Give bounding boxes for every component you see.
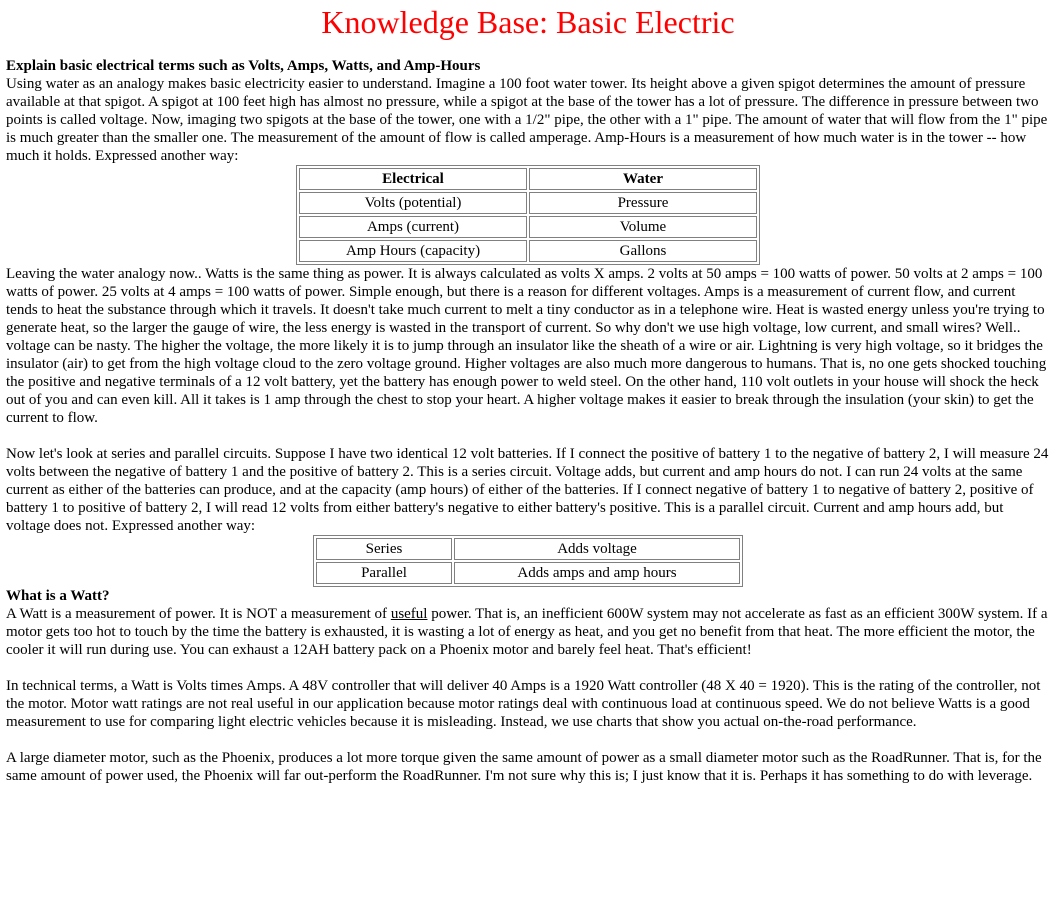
section-what-is-watt bbox=[6, 587, 1050, 785]
watts-paragraph: Leaving the water analogy now.. Watts is the same thing as power. It is always calculated as volts X amps. 2 volts at 50 amps = 100 watts of power. 50 volts at 2 amps = 100 watts of power. 25 volts at 4 amps = 100 watts of power. Simple enough, but there is a reason for different voltages. Amps is a measurement of current flow, and current tends to heat the substance through which it travels. It doesn't take much current to melt a tiny conductor as in a telephone wire. Heat is wasted energy unless you're trying to generate heat, so the larger the gauge of wire, the less energy is wasted in the transport of current. So why don't we use high voltage, low current, and small wires? Well.. voltage can be nasty. The higher the voltage, the more likely it is to jump through an insulator like the sheath of a wire or air. Lightning is very high voltage, so it bridges the insulator (air) to get from the high voltage cloud to the zero voltage ground. Higher voltages are also much more dangerous to humans. That is, no one gets shocked touching the positive and negative terminals of a 12 volt battery, yet the battery has enough power to weld steel. On the other hand, 110 volt outlets in your house will shock the heck out of you and can even kill. All it takes is 1 amp through the chest to stop your heart. A higher voltage makes it easier to break through the insulation (your skin) to get the current to flow. bbox=[6, 266, 1047, 426]
watt-paragraph-1 bbox=[6, 605, 1050, 659]
table-row bbox=[299, 192, 757, 214]
analogy-table bbox=[296, 165, 760, 265]
table-header: Electrical bbox=[299, 168, 527, 190]
table-row bbox=[299, 240, 757, 262]
table-row bbox=[299, 216, 757, 238]
table-header-row bbox=[299, 168, 757, 190]
series-parallel-table bbox=[313, 535, 743, 587]
section-heading: What is a Watt? bbox=[6, 588, 110, 604]
table-header: Water bbox=[529, 168, 757, 190]
table-row bbox=[316, 562, 740, 584]
section-heading: Explain basic electrical terms such as Volts, Amps, Watts, and Amp-Hours bbox=[6, 58, 481, 74]
section-basic-terms bbox=[6, 57, 1050, 587]
table-cell: Volts (potential) bbox=[299, 192, 527, 214]
table-cell: Adds voltage bbox=[454, 538, 740, 560]
table-cell: Gallons bbox=[529, 240, 757, 262]
series-parallel-paragraph: Now let's look at series and parallel circuits. Suppose I have two identical 12 volt batteries. If I connect the positive of battery 1 to the negative of battery 2, I will measure 24 volts between the negative of battery 1 and the positive of battery 2. This is a series circuit. Voltage adds, but current and amp hours do not. I can run 24 volts at the same current as either of the batteries can produce, and at the capacity (amp hours) of either of the batteries. If I connect negative of battery 1 to negative of battery 2, positive of battery 1 to positive of battery 2, I will read 12 volts from either battery's negative to either battery's positive. This is a parallel circuit. Current and amp hours add, but voltage does not. Expressed another way: bbox=[6, 446, 1049, 534]
table-cell: Series bbox=[316, 538, 452, 560]
table-cell: Adds amps and amp hours bbox=[454, 562, 740, 584]
watt-paragraph-3: A large diameter motor, such as the Phoenix, produces a lot more torque given the same amount of power as a small diameter motor such as the RoadRunner. That is, for the same amount of power used, the Phoenix will far out-perform the RoadRunner. I'm not sure why this is; I just know that it is. Perhaps it has something to do with leverage. bbox=[6, 750, 1042, 784]
table-cell: Pressure bbox=[529, 192, 757, 214]
table-cell: Volume bbox=[529, 216, 757, 238]
text-run: power. That is, an inefficient 600W system may not accelerate as fast as an efficient 300W system. If a motor gets too hot to touch by the time the battery is exhausted, it is wasting a lot of energy as heat, and you get no benefit from that heat. The more efficient the motor, the cooler it will run during use. You can exhaust a 12AH battery pack on a Phoenix motor and barely feel heat. That's efficient! bbox=[6, 606, 1048, 658]
page-title: Knowledge Base: Basic Electric bbox=[321, 4, 735, 40]
underlined-word: useful bbox=[390, 606, 428, 622]
intro-paragraph: Using water as an analogy makes basic electricity easier to understand. Imagine a 100 foot water tower. Its height above a given spigot determines the amount of pressure available at that spigot. A spigot at 100 feet high has almost no pressure, while a spigot at the base of the tower has a lot of pressure. The difference in pressure between two points is called voltage. Now, imaging two spigots at the base of the tower, one with a 1/2" pipe, the other with a 1" pipe. The amount of water that will flow from the 1" pipe is much greater than the smaller one. The measurement of the amount of flow is called amperage. Amp-Hours is a measurement of how much water is in the tower -- how much it holds. Expressed another way: bbox=[6, 76, 1048, 164]
watt-paragraph-2: In technical terms, a Watt is Volts times Amps. A 48V controller that will deliver 40 Amps is a 1920 Watt controller (48 X 40 = 1920). This is the rating of the controller, not the motor. Motor watt ratings are not real useful in our application because motor ratings deal with continuous load at continuous speed. We do not believe Watts is a good measurement to use for comparing light electric vehicles because it is misleading. Instead, we use charts that show you actual on-the-road performance. bbox=[6, 678, 1041, 730]
text-run: A Watt is a measurement of power. It is NOT a measurement of bbox=[6, 606, 391, 622]
table-cell: Amps (current) bbox=[299, 216, 527, 238]
table-cell: Amp Hours (capacity) bbox=[299, 240, 527, 262]
table-cell: Parallel bbox=[316, 562, 452, 584]
table-row bbox=[316, 538, 740, 560]
